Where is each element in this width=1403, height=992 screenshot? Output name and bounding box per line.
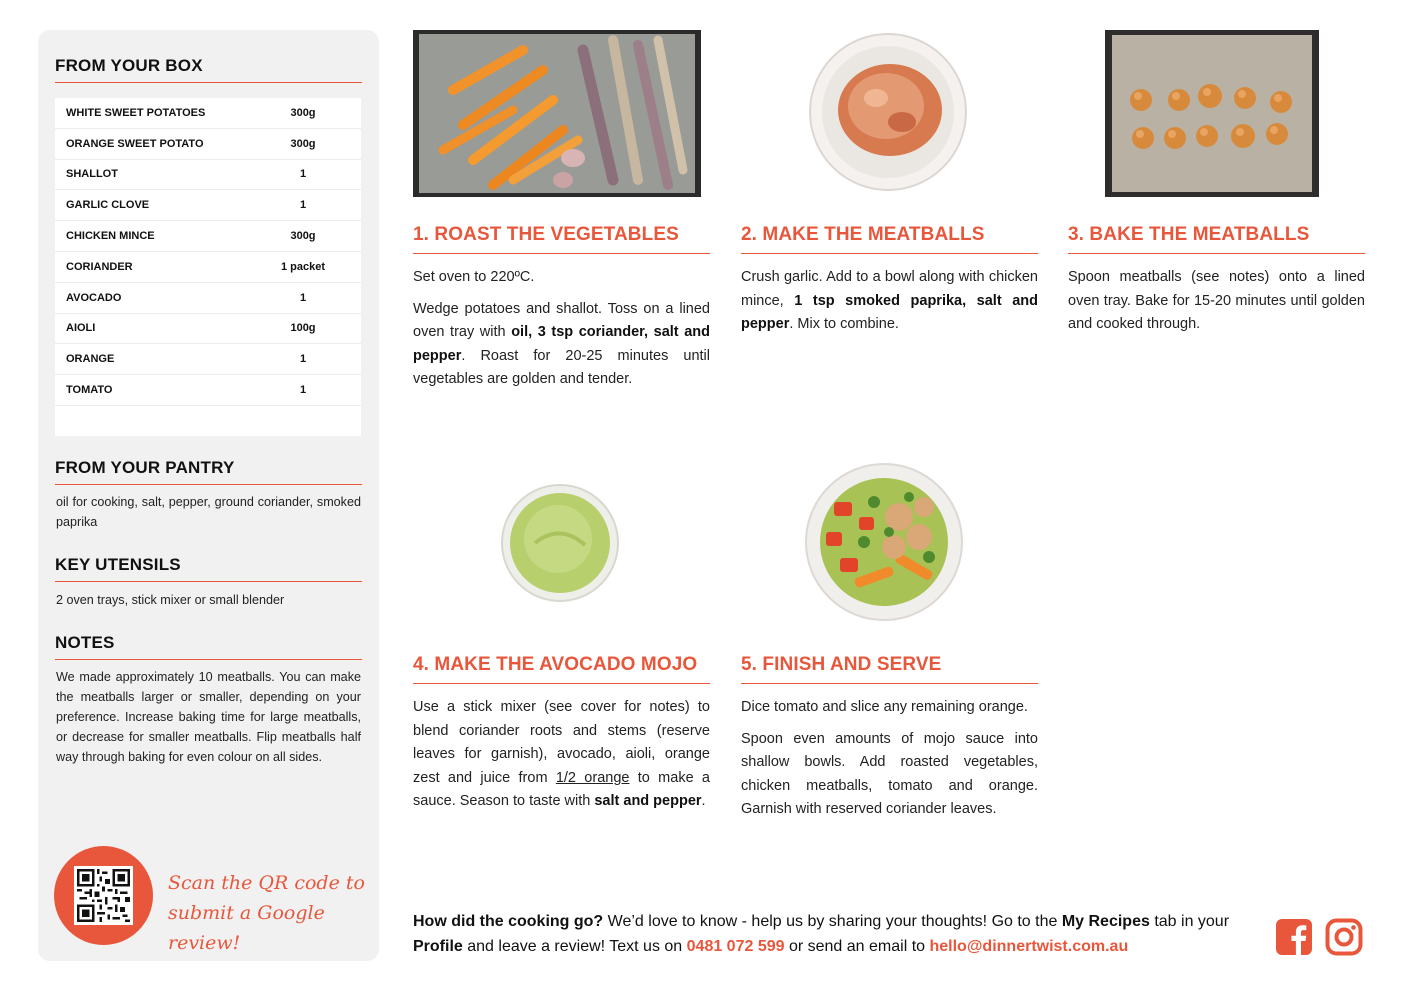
ingredient-table [55,98,361,436]
step-1-body [413,266,710,400]
step-1-title: 1. ROAST THE VEGETABLES [413,224,679,245]
step-paragraph [1068,266,1365,337]
ingredient-name: AIOLI [66,322,96,335]
step-underline: 1/2 orange [555,769,630,786]
baked-meatballs-photo [1105,30,1319,197]
pantry-text: oil for cooking, salt, pepper, ground coriander, smoked paprika [56,495,361,529]
step-5-body [741,696,1038,830]
profile-link[interactable]: Profile [413,938,463,955]
ingredient-qty: 300g [290,106,316,119]
pantry-heading: FROM YOUR PANTRY [55,458,235,477]
ingredient-name: TOMATO [66,384,113,397]
ingredient-qty: 100g [290,322,316,335]
meatball-mix-photo [806,30,970,194]
step-4-body [413,696,710,822]
qr-code-icon[interactable] [74,866,133,925]
step-emphasis: 1 tsp smoked paprika, salt and pepper [741,292,1038,332]
ingredient-row [55,344,361,375]
instagram-icon[interactable] [1325,918,1363,956]
ingredient-row [55,190,361,221]
notes-heading: NOTES [55,633,115,652]
step-text: Spoon even amounts of mojo sauce into shallow bowls. Add roasted vegetables, chicken meatballs, tomato and orange. Garnish with reserved coriander leaves. [741,730,1038,817]
ingredient-qty: 1 [299,353,307,366]
step-2-body [741,266,1038,345]
ingredient-qty: 1 [299,168,307,181]
review-text-3: and leave a review! Text us on [462,938,687,955]
ingredient-qty: 300g [290,230,316,243]
ingredient-row [55,160,361,191]
roast-vegetables-photo [413,30,701,197]
utensils-heading: KEY UTENSILS [55,555,181,574]
ingredient-name: AVOCADO [66,291,122,304]
step-text: Use a stick mixer (see cover for notes) to blend coriander roots and stems (reserve leaves for garnish), avocado, aioli, orange zest and juice from [413,699,710,786]
step-4-rule [413,683,710,684]
step-paragraph [413,696,710,814]
review-prompt [413,909,1263,959]
step-text: to make a sauce. Season to taste with [413,769,711,809]
step-5-rule [741,683,1038,684]
ingredient-qty: 300g [290,137,316,150]
ingredient-name: GARLIC CLOVE [66,199,150,212]
review-question: How did the cooking go? [413,913,604,930]
step-4-title: 4. MAKE THE AVOCADO MOJO [413,654,698,675]
step-text: Crush garlic. Add to a bowl along with chicken mince, [741,269,1038,309]
step-paragraph [741,728,1038,822]
ingredient-name: ORANGE SWEET POTATO [66,137,204,150]
qr-caption-line-2: submit a Google review! [168,902,325,954]
review-text-2: tab in your [1149,913,1230,930]
finished-dish-photo [804,462,964,622]
box-heading-rule [55,82,362,83]
ingredient-row [55,221,361,252]
step-paragraph [741,266,1038,337]
step-1-rule [413,253,710,254]
step-5-title: 5. FINISH AND SERVE [741,654,942,675]
avocado-mojo-photo [500,483,620,603]
qr-badge[interactable] [54,846,153,945]
ingredient-name: WHITE SWEET POTATOES [66,106,206,119]
step-paragraph [741,696,1038,720]
ingredient-qty: 1 [299,291,307,304]
step-3-body [1068,266,1365,345]
step-emphasis: oil, 3 tsp coriander, salt and pepper [413,324,710,364]
phone-link[interactable]: 0481 072 599 [686,938,785,955]
review-text-4: or send an email to [784,938,930,955]
step-emphasis: salt and pepper [594,793,702,809]
facebook-icon[interactable] [1275,918,1313,956]
notes-heading-rule [55,659,362,660]
step-text: Set oven to 220ºC. [413,269,535,285]
utensils-heading-rule [55,581,362,582]
ingredient-name: CHICKEN MINCE [66,230,155,243]
ingredient-row [55,375,361,406]
notes-text: We made approximately 10 meatballs. You can make the meatballs larger or smaller, depending on your preference. Increase baking time for large meatballs, or decrease for smaller meatballs. Flip meatballs half way through baking for even colour on all sides. [56,670,361,764]
step-text: Dice tomato and slice any remaining orange. [741,699,1028,715]
ingredient-qty: 1 packet [280,260,326,273]
step-3-title: 3. BAKE THE MEATBALLS [1068,224,1310,245]
ingredient-name: SHALLOT [66,168,118,181]
box-heading: FROM YOUR BOX [55,56,203,75]
ingredient-name: CORIANDER [66,260,133,273]
step-text: Spoon meatballs (see notes) onto a lined oven tray. Bake for 15-20 minutes until golden and cooked through. [1068,269,1365,332]
step-paragraph [413,266,710,290]
ingredient-row [55,283,361,314]
step-2-title: 2. MAKE THE MEATBALLS [741,224,985,245]
ingredient-row [55,314,361,345]
ingredient-row [55,129,361,160]
ingredient-qty: 1 [299,384,307,397]
pantry-heading-rule [55,484,362,485]
step-3-rule [1068,253,1365,254]
qr-caption [168,868,379,958]
my-recipes-link[interactable]: My Recipes [1061,913,1150,930]
review-text-1: We’d love to know - help us by sharing your thoughts! Go to the [603,913,1062,930]
step-text: . Mix to combine. [789,316,899,332]
sidebar [38,30,379,961]
step-paragraph [413,298,710,392]
ingredient-name: ORANGE [66,353,115,366]
email-link[interactable]: hello@dinnertwist.com.au [929,938,1129,955]
step-text: . Roast for 20-25 minutes until vegetables are golden and tender. [413,347,710,387]
step-2-rule [741,253,1038,254]
qr-caption-line-1: Scan the QR code to [168,872,365,894]
step-text: Wedge potatoes and shallot. Toss on a lined oven tray with [413,300,710,340]
ingredient-qty: 1 [299,199,307,212]
utensils-text: 2 oven trays, stick mixer or small blender [56,593,285,607]
step-text: . [701,793,706,809]
ingredient-row [55,98,361,129]
ingredient-row [55,252,361,283]
